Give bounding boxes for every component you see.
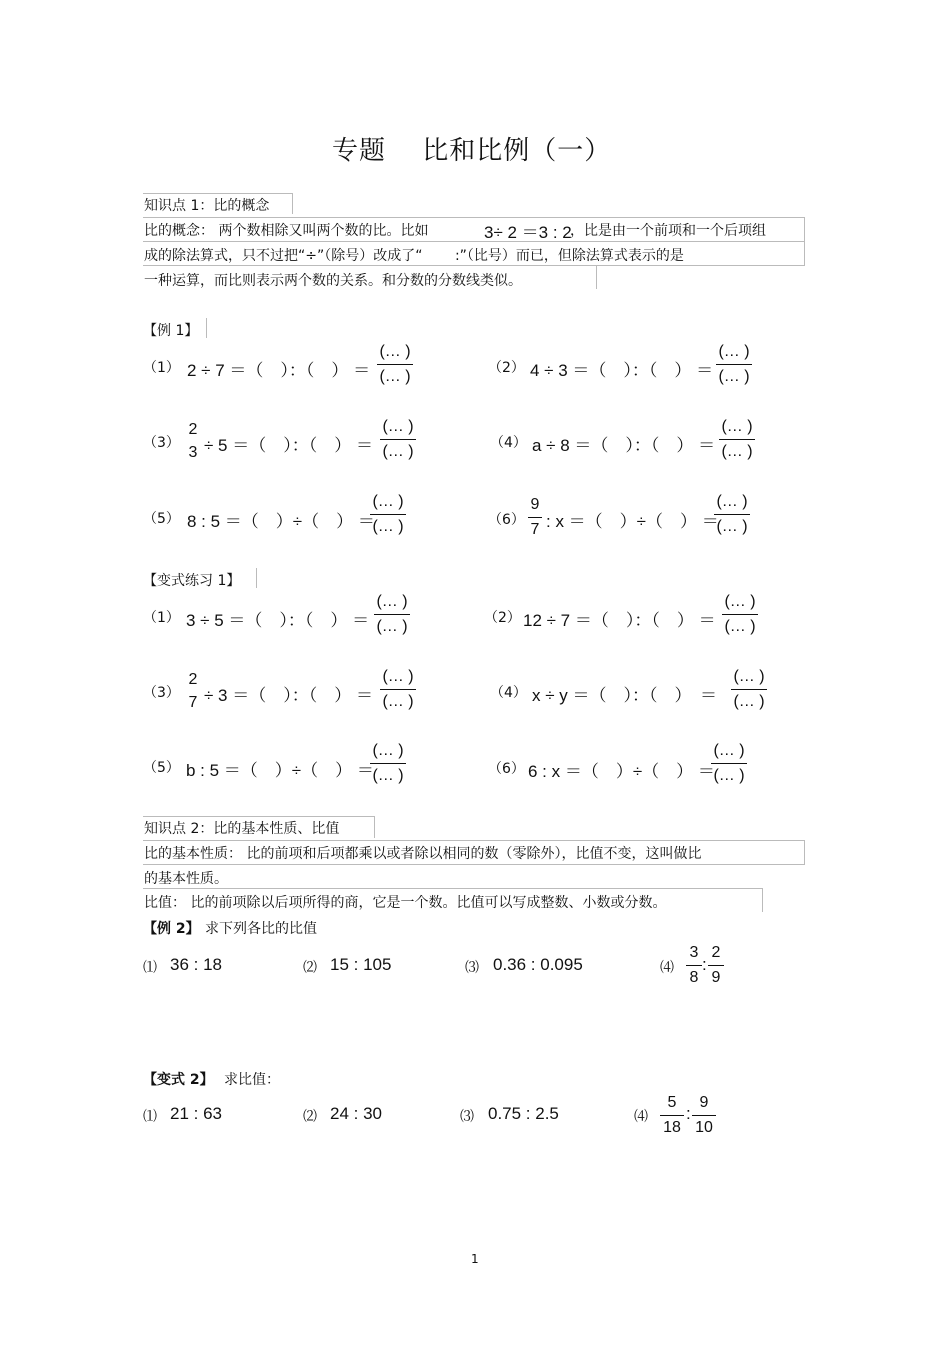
var2-q2-number: ⑵ bbox=[303, 1109, 317, 1125]
ex2-q4-number: ⑷ bbox=[660, 960, 674, 976]
ratio-colon: : bbox=[686, 1104, 691, 1123]
ex1-q3-lead-fraction bbox=[186, 419, 200, 464]
fraction-denominator: (… ) bbox=[379, 368, 411, 385]
fraction-numerator: (… ) bbox=[713, 742, 745, 759]
var1-q3-number: （3） bbox=[143, 685, 180, 701]
ex1-q5-fraction bbox=[370, 491, 406, 538]
fraction-numerator: 2 bbox=[188, 421, 198, 438]
page-number: 1 bbox=[471, 1252, 479, 1266]
ex1-q2-expr: 4 ÷ 3 ＝（ ）：（ ） ＝ bbox=[530, 361, 714, 380]
fraction-denominator: 9 bbox=[711, 969, 721, 986]
kp1-example-eq: 3÷ 2 ＝3 : 2 bbox=[484, 223, 572, 242]
ex1-q3-number: （3） bbox=[143, 435, 180, 451]
fraction-denominator: (… ) bbox=[718, 368, 750, 385]
fraction-numerator: 2 bbox=[711, 944, 721, 961]
fraction-numerator: (… ) bbox=[372, 493, 404, 510]
fraction-numerator: (… ) bbox=[718, 343, 750, 360]
var1-q2-fraction bbox=[722, 591, 758, 638]
fraction-denominator: (… ) bbox=[713, 767, 745, 784]
ex1-q4-number: （4） bbox=[490, 435, 527, 451]
divider bbox=[804, 840, 805, 864]
divider bbox=[292, 193, 293, 214]
ex2-q1-number: ⑴ bbox=[143, 960, 157, 976]
fraction-denominator: (… ) bbox=[716, 518, 748, 535]
ex1-q3-expr: ÷ 5 ＝（ ）：（ ） ＝ bbox=[204, 436, 373, 455]
fraction-denominator: 7 bbox=[188, 694, 198, 711]
divider bbox=[143, 265, 805, 266]
ex1-q5-expr: 8 : 5 ＝（ ）÷（ ） ＝ bbox=[187, 512, 375, 531]
ex1-q6-fraction bbox=[714, 491, 750, 538]
var1-q3-lead-fraction bbox=[186, 669, 200, 714]
var2-heading: 【变式 2】 bbox=[143, 1072, 214, 1088]
fraction-numerator: 9 bbox=[699, 1094, 709, 1111]
divider bbox=[143, 241, 805, 242]
fraction-denominator: 8 bbox=[689, 969, 699, 986]
fraction-numerator: (… ) bbox=[376, 593, 408, 610]
var1-q3-fraction bbox=[380, 666, 416, 713]
ex1-q6-number: （6） bbox=[488, 512, 525, 528]
divider bbox=[256, 568, 257, 588]
fraction-numerator: (… ) bbox=[372, 742, 404, 759]
kp2-line1: 比的基本性质： 比的前项和后项都乘以或者除以相同的数（零除外），比值不变，这叫做比 bbox=[144, 846, 702, 862]
kp1-line3: 一种运算，而比则表示两个数的关系。和分数的分数线类似。 bbox=[144, 273, 522, 289]
ratio-colon: : bbox=[702, 955, 707, 974]
var2-q2-expr: 24 : 30 bbox=[330, 1104, 382, 1123]
fraction-numerator: (… ) bbox=[716, 493, 748, 510]
fraction-denominator: (… ) bbox=[382, 693, 414, 710]
var2-task: 求比值： bbox=[224, 1072, 280, 1088]
ex1-q2-number: （2） bbox=[488, 360, 525, 376]
var2-q1-number: ⑴ bbox=[143, 1109, 157, 1125]
page-title: 专题 比和比例（一） bbox=[332, 136, 612, 166]
var1-heading: 【变式练习 1】 bbox=[143, 573, 241, 589]
divider bbox=[374, 816, 375, 838]
ex2-q4-fraction-right bbox=[708, 942, 724, 989]
divider bbox=[596, 265, 597, 289]
fraction-denominator: (… ) bbox=[724, 618, 756, 635]
fraction-numerator: (… ) bbox=[382, 418, 414, 435]
var1-q4-number: （4） bbox=[490, 685, 527, 701]
var1-q4-expr: x ÷ y ＝（ ）：（ ） ＝ bbox=[532, 686, 717, 705]
ex1-q5-number: （5） bbox=[143, 511, 180, 527]
var1-q4-fraction bbox=[731, 666, 767, 713]
ex2-q3-number: ⑶ bbox=[465, 960, 479, 976]
kp2-heading: 知识点 2：比的基本性质、比值 bbox=[144, 821, 340, 837]
var1-q1-fraction bbox=[374, 591, 410, 638]
divider bbox=[762, 888, 763, 912]
var2-q4-fraction-right bbox=[692, 1092, 716, 1139]
var1-q6-fraction bbox=[711, 740, 747, 787]
ex1-q4-expr: a ÷ 8 ＝（ ）：（ ） ＝ bbox=[532, 436, 716, 455]
var1-q6-number: （6） bbox=[488, 761, 525, 777]
fraction-numerator: (… ) bbox=[724, 593, 756, 610]
fraction-numerator: (… ) bbox=[721, 418, 753, 435]
divider bbox=[143, 193, 293, 194]
divider bbox=[143, 864, 805, 865]
var1-q5-fraction bbox=[370, 740, 406, 787]
fraction-numerator: (… ) bbox=[379, 343, 411, 360]
kp1-heading: 知识点 1：比的概念 bbox=[144, 198, 270, 214]
var1-q6-expr: 6 : x ＝（ ）÷（ ） ＝ bbox=[528, 762, 715, 781]
ex2-heading: 【例 2】 bbox=[143, 921, 200, 937]
var2-q3-number: ⑶ bbox=[460, 1109, 474, 1125]
ex2-q4-fraction-left bbox=[686, 942, 702, 989]
ex2-q1-expr: 36 : 18 bbox=[170, 955, 222, 974]
var1-q5-number: （5） bbox=[143, 760, 180, 776]
ex2-q2-expr: 15 : 105 bbox=[330, 955, 392, 974]
fraction-denominator: (… ) bbox=[382, 443, 414, 460]
ex1-q1-expr: 2 ÷ 7 ＝（ ）：（ ） ＝ bbox=[187, 361, 371, 380]
var2-q1-expr: 21 : 63 bbox=[170, 1104, 222, 1123]
ex2-q3-expr: 0.36 : 0.095 bbox=[493, 955, 583, 974]
fraction-numerator: 3 bbox=[689, 944, 699, 961]
var1-q2-number: （2） bbox=[484, 610, 521, 626]
fraction-denominator: 3 bbox=[188, 444, 198, 461]
ex1-q1-number: （1） bbox=[143, 360, 180, 376]
ex1-q4-fraction bbox=[719, 416, 755, 463]
ex1-q2-fraction bbox=[716, 341, 752, 388]
kp1-line1b: ，比是由一个前项和一个后项组 bbox=[570, 223, 766, 239]
var1-q3-expr: ÷ 3 ＝（ ）：（ ） ＝ bbox=[204, 686, 373, 705]
var2-q4-fraction-left bbox=[660, 1092, 684, 1139]
kp1-line1a: 比的概念： 两个数相除又叫两个数的比。比如 bbox=[144, 223, 429, 239]
fraction-denominator: 7 bbox=[530, 521, 540, 538]
fraction-denominator: 18 bbox=[663, 1119, 681, 1136]
ex1-q6-expr: : x ＝（ ）÷（ ） ＝ bbox=[546, 512, 719, 531]
fraction-numerator: 2 bbox=[188, 671, 198, 688]
var2-q3-expr: 0.75 : 2.5 bbox=[488, 1104, 559, 1123]
divider bbox=[206, 318, 207, 338]
fraction-denominator: 10 bbox=[695, 1119, 713, 1136]
ex1-heading: 【例 1】 bbox=[143, 323, 199, 339]
fraction-numerator: (… ) bbox=[733, 668, 765, 685]
fraction-numerator: 5 bbox=[667, 1094, 677, 1111]
fraction-denominator: (… ) bbox=[721, 443, 753, 460]
ex1-q3-fraction bbox=[380, 416, 416, 463]
ex1-q1-fraction bbox=[377, 341, 413, 388]
kp2-line2: 的基本性质。 bbox=[144, 871, 228, 887]
fraction-denominator: (… ) bbox=[733, 693, 765, 710]
kp1-line2: 成的除法算式，只不过把“÷”（除号）改成了“ :”（比号）而已，但除法算式表示的是 bbox=[144, 248, 684, 264]
var1-q1-expr: 3 ÷ 5 ＝（ ）：（ ） ＝ bbox=[186, 611, 370, 630]
fraction-numerator: 9 bbox=[530, 496, 540, 513]
ex2-task: 求下列各比的比值 bbox=[205, 921, 317, 937]
var1-q5-expr: b : 5 ＝（ ）÷（ ） ＝ bbox=[186, 761, 374, 780]
divider bbox=[143, 217, 805, 218]
fraction-denominator: (… ) bbox=[372, 518, 404, 535]
divider bbox=[143, 888, 763, 889]
fraction-numerator: (… ) bbox=[382, 668, 414, 685]
ex2-q2-number: ⑵ bbox=[303, 960, 317, 976]
var1-q1-number: （1） bbox=[143, 610, 180, 626]
var1-q2-expr: 12 ÷ 7 ＝（ ）：（ ） ＝ bbox=[523, 611, 716, 630]
divider bbox=[143, 816, 375, 817]
var2-q4-number: ⑷ bbox=[634, 1109, 648, 1125]
fraction-denominator: (… ) bbox=[376, 618, 408, 635]
fraction-denominator: (… ) bbox=[372, 767, 404, 784]
kp2-line3: 比值： 比的前项除以后项所得的商，它是一个数。比值可以写成整数、小数或分数。 bbox=[144, 895, 667, 911]
divider bbox=[143, 840, 805, 841]
ex1-q6-lead-fraction bbox=[528, 494, 542, 541]
